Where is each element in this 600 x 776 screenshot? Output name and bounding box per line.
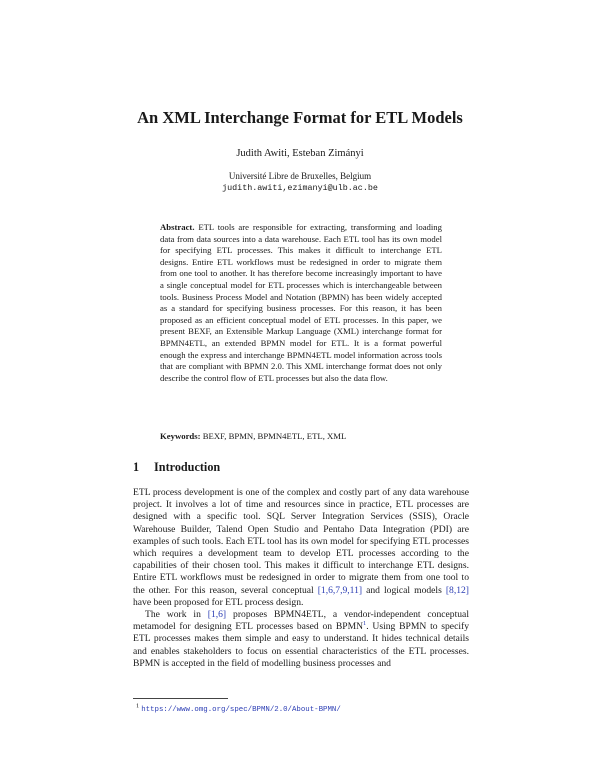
citation-link[interactable]: [1,6,7,9,11] — [317, 584, 363, 596]
author-emails: judith.awiti,ezimanyi@ulb.ac.be — [222, 183, 378, 193]
keywords-list: BEXF, BPMN, BPMN4ETL, ETL, XML — [202, 431, 347, 441]
section-number: 1 — [133, 460, 140, 474]
section-heading — [133, 460, 220, 475]
citation-link[interactable]: [8,12] — [445, 584, 470, 596]
footnote-mark: 1 — [136, 702, 140, 710]
affiliation-block — [0, 170, 600, 194]
paragraph: ETL process development is one of the complex and costly part of any data warehouse project. It involves a lot of time and resources since in practice, ETL processes are designed with a specific tool. SQL Server Integration Services (SSIS), Oracle Warehouse Builder, Talend Open Studio and Pentaho Data Integration (PDI) are examples of such tools. Each ETL tool has its own model for specifying ETL processes which requires a development team to develop ETL processes according to the capabilities of their chosen tool. This makes it difficult to interchange ETL designs. Entire ETL workflows must be redesigned in order to migrate them from one tool to the other. For this reason, several conceptual [1,6,7,9,11] and logical models [8,12] have been proposed for ETL process design. — [133, 487, 470, 608]
affiliation: Université Libre de Bruxelles, Belgium — [228, 171, 372, 181]
paragraph: The work in [1,6] proposes BPMN4ETL, a vendor-independent conceptual metamodel for designing ETL processes based on BPMN$^1$. Using BPMN to specify ETL processes makes them simple and easy to understand. It hides technical details and enables stakeholders to focus on essential characteristics of the ETL processes. BPMN is accepted in the field of modelling business processes and — [133, 609, 469, 669]
footnote-ref[interactable]: 1 — [363, 620, 367, 628]
paper-title: An XML Interchange Format for ETL Models — [137, 108, 463, 127]
footnote-divider — [133, 698, 228, 699]
footnote-url[interactable]: https://www.omg.org/spec/BPMN/2.0/About-BPMN/ — [141, 706, 341, 714]
abstract — [160, 222, 442, 384]
keywords — [160, 431, 442, 441]
author-list: Judith Awiti, Esteban Zimányi — [236, 148, 364, 159]
footnote — [136, 704, 341, 714]
citation-link[interactable]: [1,6] — [207, 609, 227, 621]
abstract-heading: Abstract. — [160, 222, 195, 232]
keywords-heading: Keywords: — [160, 431, 201, 441]
body-text — [133, 487, 469, 670]
section-title: Introduction — [154, 460, 221, 474]
abstract-text: ETL tools are responsible for extracting, transforming and loading data from data sources into a data warehouse. Each ETL tool has its own model for specifying ETL processes. This makes it difficult to interchange ETL designs. Entire ETL workflows must be redesigned in order to migrate them from one tool to another. It has therefore become increasingly important to have a single conceptual model for ETL processes which is interchangeable between tools. Business Process Model and Notation (BPMN) has been widely accepted as a standard for specifying business processes. For this reason, it has been proposed as an efficient conceptual model of ETL processes. In this paper, we present BEXF, an Extensible Markup Language (XML) interchange format for BPMN4ETL, an extended BPMN model for ETL. It is a format powerful enough the express and interchange BPMN4ETL model information across tools that are compliant with BPMN 2.0. This XML interchange format does not only describe the control flow of ETL processes but also the data flow. — [160, 222, 442, 383]
